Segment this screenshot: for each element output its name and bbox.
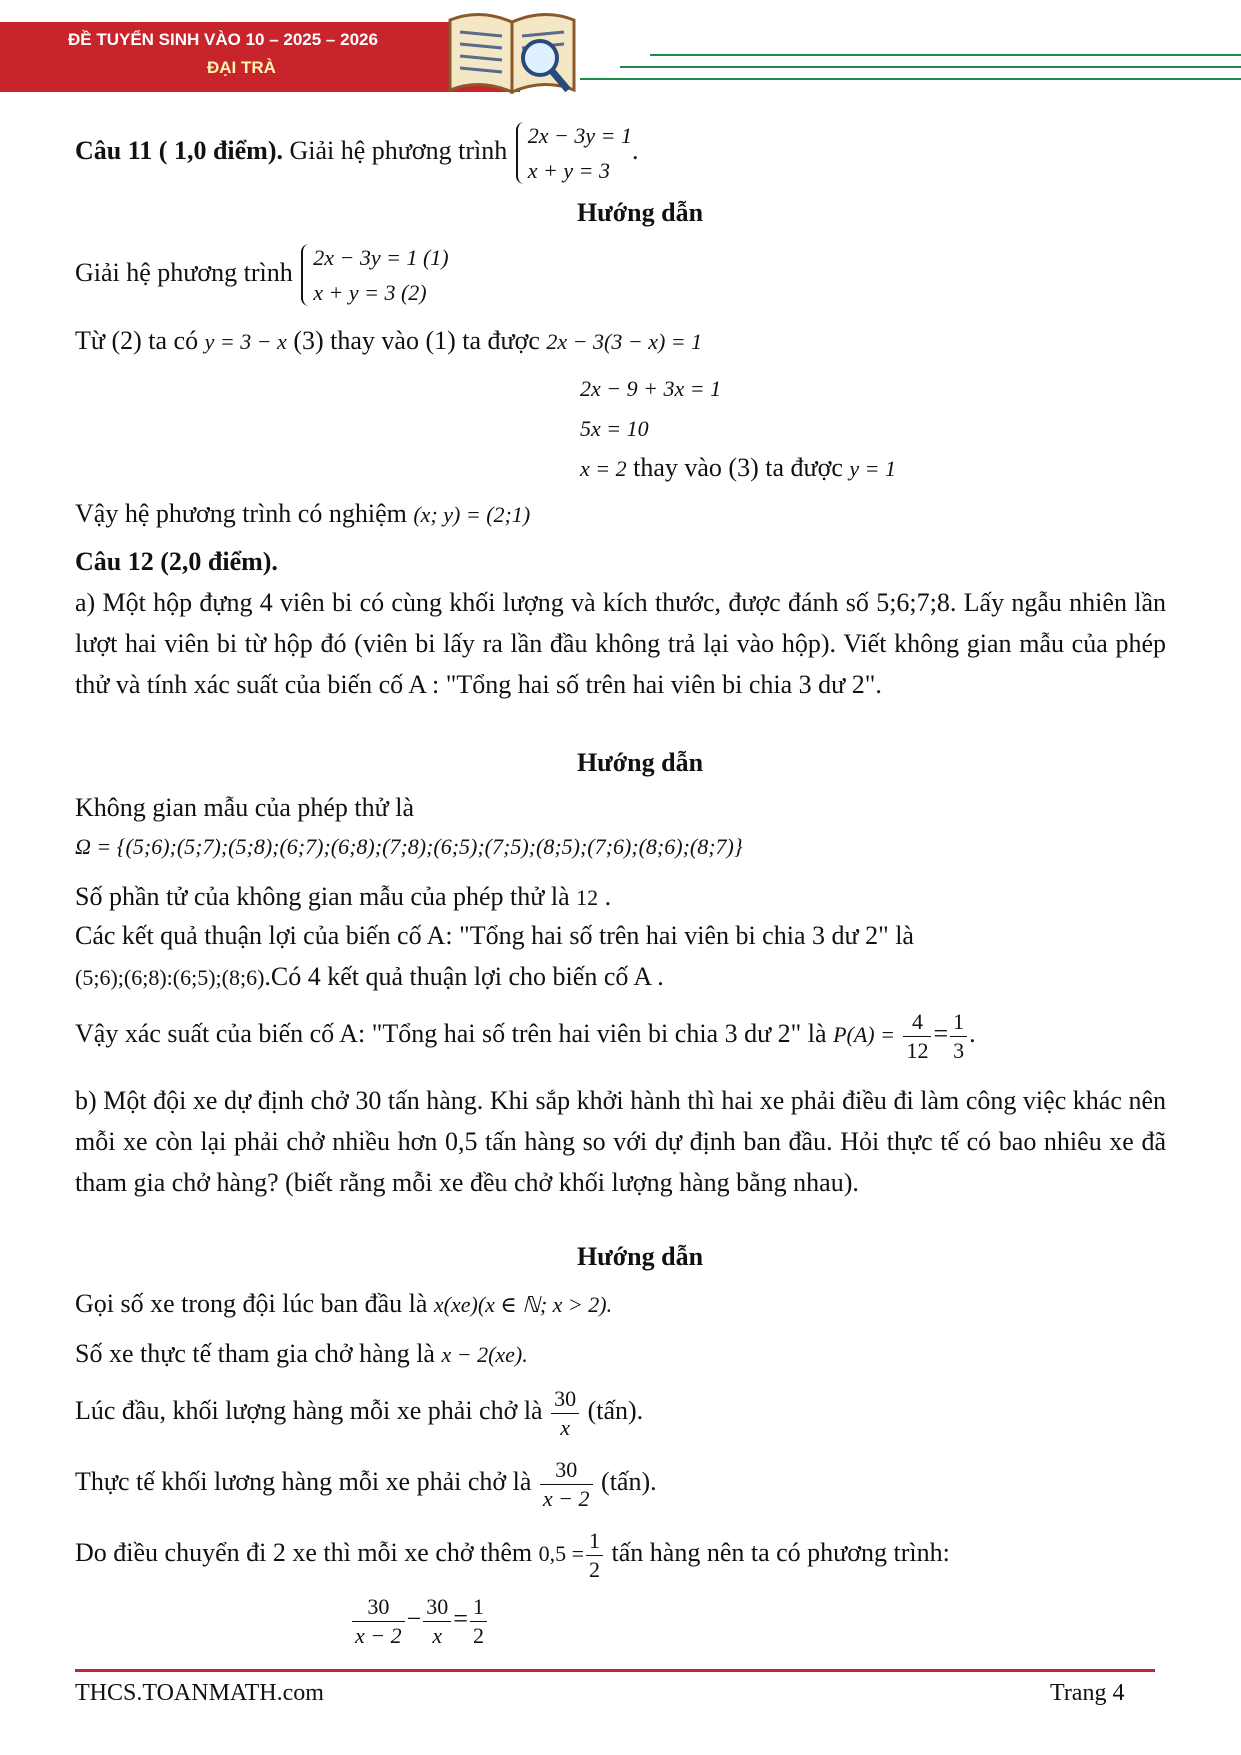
header-rule-2 (620, 66, 1241, 68)
fraction-numerator: 30 (352, 1593, 405, 1622)
s12b-l1b: x(xe)(x ∈ ℕ; x > 2). (433, 1292, 613, 1317)
s12a-line4: Các kết quả thuận lợi của biến cố A: "Tổng hai số trên hai viên bi chia 3 dư 2" là (75, 921, 914, 950)
page-header (0, 0, 1241, 92)
fraction (551, 1385, 579, 1441)
header-rule-3 (580, 78, 1241, 80)
s12a-l5a: (5;6);(6;8):(6;5);(8;6) (75, 965, 265, 990)
fraction (540, 1456, 593, 1512)
s11-l2d: 2x − 3(3 − x) = 1 (546, 329, 703, 354)
s11-eq1: 2x − 3y = 1 (1) (313, 245, 449, 270)
footer-page-number: Trang 4 (1050, 1680, 1125, 1706)
q11-system (514, 118, 632, 188)
s11-l6a: Vậy hệ phương trình có nghiệm (75, 499, 407, 528)
q12-label: Câu 12 (2,0 điểm). (75, 547, 278, 576)
guide-heading-3: Hướng dẫn (576, 1242, 704, 1271)
guide-heading-1: Hướng dẫn (576, 198, 704, 227)
footer-rule (75, 1669, 1155, 1672)
fraction-numerator: 30 (540, 1456, 593, 1485)
fraction-denominator: 2 (472, 1622, 484, 1648)
s12b-line5 (75, 1527, 1166, 1583)
fraction-numerator: 1 (586, 1527, 603, 1556)
s12a-line3 (75, 877, 1166, 916)
s11-line4: 5x = 10 (580, 416, 649, 441)
book-magnifier-icon (440, 0, 590, 100)
s12b-line1 (75, 1284, 1166, 1323)
s11-system (299, 240, 448, 310)
s11-line5 (580, 448, 1166, 487)
s12b-l4a: Thực tế khối lương hàng mỗi xe phải chở là (75, 1466, 532, 1496)
s11-l5a: x = 2 (580, 456, 627, 481)
fraction-denominator: 3 (953, 1037, 965, 1063)
s12b-l3c: (tấn). (587, 1395, 644, 1425)
s11-eq2: x + y = 3 (2) (313, 280, 427, 306)
fraction-denominator: 2 (589, 1556, 601, 1582)
fraction (470, 1593, 487, 1649)
fraction-numerator: 30 (551, 1385, 579, 1414)
s11-text: Giải hệ phương trình (75, 258, 293, 288)
s12b-l5a: Do điều chuyển đi 2 xe thì mỗi xe chở thêm (75, 1537, 533, 1567)
fraction (352, 1593, 405, 1649)
fraction (903, 1008, 931, 1064)
s12b-l2a: Số xe thực tế tham gia chở hàng là (75, 1339, 435, 1368)
s12a-line1: Không gian mẫu của phép thử là (75, 793, 415, 822)
q11-eq2: x + y = 3 (527, 158, 610, 184)
s12b-l1a: Gọi số xe trong đội lúc ban đầu là (75, 1289, 428, 1318)
fraction (586, 1527, 603, 1583)
fraction (950, 1008, 967, 1064)
q11-label: Câu 11 ( 1,0 điểm). (75, 136, 283, 166)
s12a-l6b: P(A) = (833, 1021, 895, 1047)
fraction-numerator: 1 (470, 1593, 487, 1622)
q12b-statement: b) Một đội xe dự định chở 30 tấn hàng. Khi sắp khởi hành thì hai xe phải điều đi làm công việc khác nên mỗi xe còn lại phải chở nhiều hơn 0,5 tấn hàng so với dự định ban đầu. Hỏi thực tế có bao nhiêu xe đã tham gia chở hàng? (biết rằng mỗi xe đều chở khối lượng hàng bằng nhau). (75, 1086, 1166, 1198)
s11-l5b: thay vào (3) ta được (633, 453, 843, 482)
fraction-denominator: x (432, 1622, 443, 1648)
fraction (423, 1593, 451, 1649)
fraction-denominator: x (560, 1414, 570, 1440)
s11-l2c: (3) thay vào (1) ta được (293, 326, 540, 355)
guide-heading-2: Hướng dẫn (576, 748, 704, 777)
s12b-line2 (75, 1334, 1166, 1373)
fraction-numerator: 1 (950, 1008, 967, 1037)
s12a-l3a: Số phần tử của không gian mẫu của phép thử là (75, 882, 570, 911)
s12a-l3c: . (604, 882, 612, 911)
s12a-line5 (75, 957, 1166, 996)
q12a-statement: a) Một hộp đựng 4 viên bi có cùng khối lượng và kích thước, được đánh số 5;6;7;8. Lấy ngẫu nhiên lần lượt hai viên bi từ hộp đó (viên bi lấy ra lần đầu không trả lại vào hộp). Viết không gian mẫu của phép thử và tính xác suất của biến cố A : "Tổng hai số trên hai viên bi chia 3 dư 2". (75, 588, 1166, 700)
s12b-l5c: tấn hàng nên ta có phương trình: (611, 1537, 950, 1567)
s11-l2a: Từ (2) ta có (75, 326, 199, 355)
s12b-line4 (75, 1456, 1166, 1512)
q11-statement (75, 118, 1166, 188)
header-rule-1 (650, 54, 1241, 56)
q11-text: Giải hệ phương trình (289, 136, 508, 166)
s11-line1 (75, 240, 1166, 310)
s12b-line3 (75, 1385, 1166, 1441)
s12a-l5b: .Có 4 kết quả thuận lợi cho biến cố A . (264, 962, 664, 991)
s12a-line6: Vậy xác suất của biến cố A: "Tổng hai số trên hai viên bi chia 3 dư 2" là P(A) = $\frac{4}{12}$ = $\frac{1}{3}$ . (75, 1009, 976, 1063)
fraction-denominator: x − 2 (355, 1622, 402, 1648)
s11-line3: 2x − 9 + 3x = 1 (580, 376, 722, 401)
header-title: ĐỀ TUYỂN SINH VÀO 10 – 2025 – 2026 (68, 30, 378, 49)
s11-l5c: y = 1 (849, 456, 897, 481)
fraction-denominator: x − 2 (542, 1485, 590, 1511)
fraction-numerator: 4 (903, 1008, 931, 1037)
footer-site[interactable]: THCS.TOANMATH.com (75, 1680, 324, 1706)
s12b-l4c: (tấn). (601, 1466, 657, 1496)
s11-l2b: y = 3 − x (204, 329, 287, 354)
s12a-l6a: Vậy xác suất của biến cố A: "Tổng hai số trên hai viên bi chia 3 dư 2" là (75, 1018, 827, 1048)
s11-line2 (75, 321, 1166, 360)
header-subtitle: ĐẠI TRÀ (207, 58, 276, 77)
q11-eq1: 2x − 3y = 1 (527, 123, 632, 148)
s12b-l3a: Lúc đầu, khối lượng hàng mỗi xe phải chở là (75, 1395, 543, 1425)
s12b-l2b: x − 2(xe). (441, 1342, 528, 1367)
s11-l6b: (x; y) = (2;1) (413, 502, 531, 527)
fraction-denominator: 12 (906, 1037, 929, 1063)
s11-line6 (75, 494, 1166, 533)
q11-end: . (631, 136, 639, 166)
fraction-numerator: 30 (423, 1593, 451, 1622)
s12a-l3b: 12 (576, 885, 599, 910)
s12b-equation: $\frac{30}{x - 2}$ − $\frac{30}{x}$ = $\frac{1}{2}$ (350, 1593, 1166, 1649)
s12a-omega: Ω = {(5;6);(5;7);(5;8);(6;7);(6;8);(7;8);(6;5);(7;5);(8;5);(7;6);(8;6);(8;7)} (75, 834, 743, 859)
s12b-l5b: 0,5 = (538, 1540, 585, 1566)
